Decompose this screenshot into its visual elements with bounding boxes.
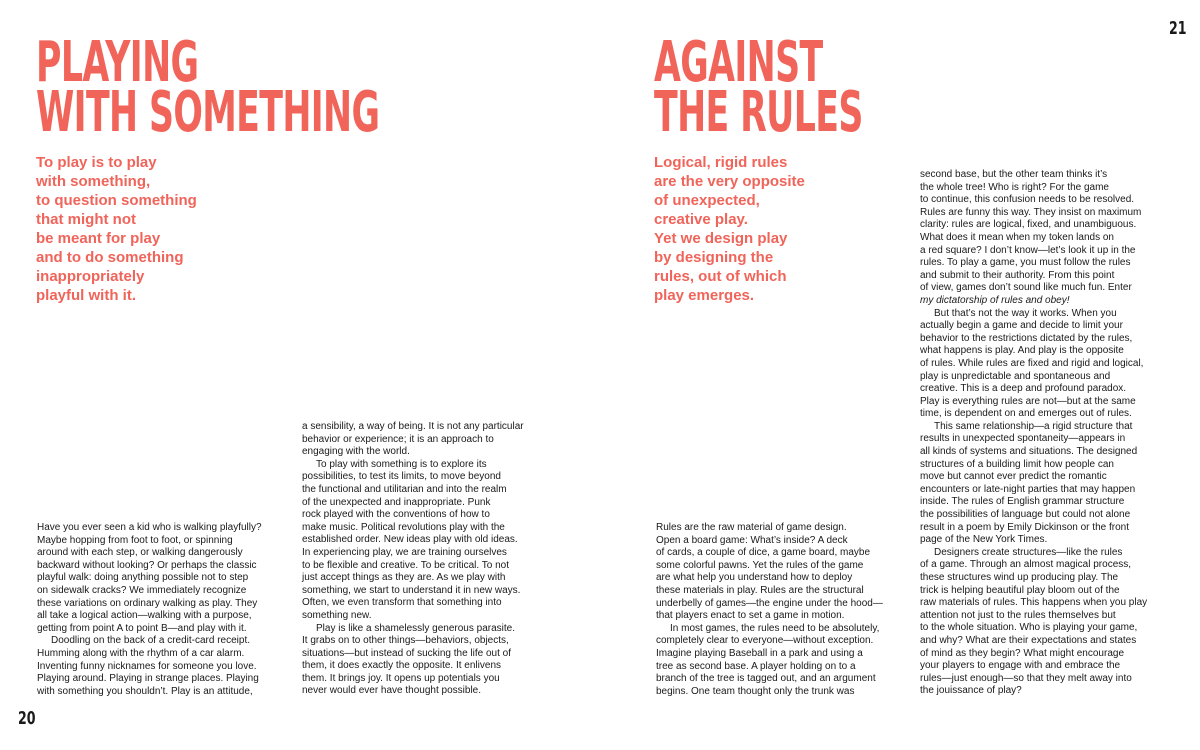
body-line: rules. To play a game, you must follow the rules [920, 257, 1131, 269]
body-line: To play with something is to explore its [316, 458, 487, 470]
body-line: backward without looking? Or perhaps the classic [37, 559, 257, 571]
body-line: to the whole situation. Who is playing your game, [920, 622, 1138, 634]
body-line: all take a logical action—walking with a purpose, [37, 610, 252, 622]
right-title [654, 30, 863, 145]
body-line: them, it does exactly the opposite. It enlivens [302, 660, 501, 672]
body-line: Play is like a shamelessly generous parasite. [316, 622, 515, 634]
body-line: on sidewalk cracks? We immediately recognize [37, 584, 247, 596]
body-line: the functional and utilitarian and into the realm [302, 483, 507, 495]
body-line: make music. Political revolutions play with the [302, 521, 505, 533]
body-line: them. It brings joy. It opens up potentials you [302, 672, 500, 684]
body-line: your players to engage with and embrace the [920, 660, 1121, 672]
body-line: of rules. While rules are fixed and rigid and logical, [920, 357, 1144, 369]
body-line: encounters or late-night parties that may happen [920, 483, 1136, 495]
body-line: actually begin a game and decide to limit your [920, 320, 1123, 332]
deck-line: rules, out of which [654, 268, 787, 285]
deck-line: with something, [36, 173, 151, 190]
body-line: these materials in play. Rules are the structural [656, 584, 864, 596]
body-line: rules—just enough—so that they melt away into [920, 672, 1132, 684]
body-line: a red square? I don’t know—let’s look it up in the [920, 244, 1136, 256]
body-line: with something you shouldn’t. Play is an attitude, [37, 685, 253, 697]
body-line: Have you ever seen a kid who is walking playfully? [37, 522, 262, 533]
body-line: This same relationship—a rigid structure that [934, 420, 1133, 432]
body-line: something, we start to understand it in new ways. [302, 584, 521, 596]
body-line: around with each step, or walking dangerously [37, 547, 243, 559]
body-line: Inventing funny nicknames for someone you love. [37, 660, 257, 672]
body-line: situations—but instead of sucking the life out of [302, 647, 512, 659]
body-line: the jouissance of play? [920, 685, 1022, 697]
body-line: the possibilities of language but could not alone [920, 509, 1131, 521]
title-line: THE RULES [654, 80, 863, 145]
body-line: never would ever have thought possible. [302, 685, 482, 697]
deck-line: and to do something [36, 249, 184, 266]
body-line: something new. [302, 609, 372, 621]
right-column-1 [656, 522, 906, 698]
body-line: trick is helping beautiful play bloom out of the [920, 584, 1120, 596]
deck-line: are the very opposite [654, 173, 805, 190]
body-line: raw materials of rules. This happens when you play [920, 597, 1148, 609]
body-line: clarity: rules are logical, fixed, and unambiguous. [920, 219, 1137, 231]
left-column-2 [302, 421, 552, 698]
body-line: Designers create structures—like the rules [934, 546, 1123, 558]
body-line: second base, but the other team thinks it’s [920, 169, 1108, 180]
body-line: these structures wind up producing play. The [920, 572, 1119, 583]
body-line: engaging with the world. [302, 446, 410, 458]
body-line: completely clear to everyone—without exception. [656, 635, 874, 647]
body-line: page of the New York Times. [920, 534, 1048, 546]
body-line: the whole tree! Who is right? For the game [920, 181, 1109, 193]
page-number: 20 [18, 708, 36, 729]
body-line: possibilities, to test its limits, to move beyond [302, 471, 501, 483]
body-line: attention not just to the rules themselves but [920, 609, 1116, 621]
body-line: In most games, the rules need to be absolutely, [670, 622, 880, 634]
left-title [36, 30, 380, 145]
body-line: creative. This is a deep and profound paradox. [920, 383, 1127, 395]
body-line: rock played with the conventions of how to [302, 509, 490, 521]
right-deck [654, 153, 805, 305]
body-line: that players enact to set a game in motion. [656, 610, 845, 622]
body-line: some colorful pawns. Yet the rules of the game [656, 559, 864, 571]
body-line: underbelly of games—the engine under the hood— [656, 597, 883, 609]
body-line: Play is everything rules are not—but at the same [920, 395, 1136, 407]
body-line: and why? What are their expectations and states [920, 634, 1137, 646]
deck-line: to question something [36, 192, 197, 209]
deck-line: Logical, rigid rules [654, 154, 788, 171]
deck-line: by designing the [654, 249, 774, 266]
body-line: of view, games don’t sound like much fun. Enter [920, 282, 1132, 294]
right-column-2 [920, 169, 1170, 698]
body-line: move but cannot ever predict the romantic [920, 471, 1107, 483]
body-line: behavior to the restrictions dictated by the rules, [920, 332, 1133, 344]
deck-line: be meant for play [36, 230, 161, 247]
deck-line: play emerges. [654, 287, 755, 304]
body-line: time, is dependent on and emerges out of rules. [920, 408, 1132, 420]
body-line: play is unpredictable and spontaneous and [920, 370, 1111, 382]
deck-line: inappropriately [36, 268, 145, 285]
title-line: WITH SOMETHING [36, 80, 380, 145]
body-line: What does it mean when my token lands on [920, 231, 1114, 243]
deck-line: of unexpected, [654, 192, 760, 209]
title-line: PLAYING [36, 30, 199, 95]
body-line: In experiencing play, we are training ourselves [302, 546, 507, 558]
body-line: just accept things as they are. As we play with [302, 572, 506, 584]
body-line: these variations on ordinary walking as play. They [37, 597, 258, 609]
page-number: 21 [1169, 18, 1187, 39]
body-line: Open a board game: What’s inside? A deck [656, 534, 848, 546]
body-line: tree as second base. A player holding on to a [656, 660, 856, 672]
body-line: all kinds of systems and situations. The designed [920, 446, 1138, 458]
body-line: result in a poem by Emily Dickinson or the front [920, 521, 1129, 533]
body-line: Rules are funny this way. They insist on maximum [920, 206, 1142, 218]
body-line: Maybe hopping from foot to foot, or spinning [37, 534, 233, 546]
body-line: Humming along with the rhythm of a car alarm. [37, 647, 245, 659]
left-deck [36, 153, 197, 305]
deck-line: Yet we design play [654, 230, 788, 247]
body-line: Rules are the raw material of game design. [656, 522, 847, 533]
body-line: Often, we even transform that something into [302, 597, 502, 609]
body-line: It grabs on to other things—behaviors, objects, [302, 635, 509, 647]
body-line: results in unexpected spontaneity—appears in [920, 433, 1126, 445]
body-line: begins. One team thought only the trunk was [656, 685, 855, 697]
deck-line: creative play. [654, 211, 748, 228]
body-line: established order. New ideas play with old ideas. [302, 534, 518, 546]
body-line: behavior or experience; it is an approach to [302, 433, 494, 445]
body-line: my dictatorship of rules and obey! [920, 294, 1070, 306]
body-line: inside. The rules of English grammar structure [920, 496, 1125, 508]
body-line: of mind as they begin? What might encourage [920, 647, 1125, 659]
body-line: structures of a building limit how people can [920, 458, 1114, 470]
right-page [600, 0, 1200, 750]
body-line: playful walk: doing anything possible not to step [37, 572, 249, 584]
body-line: Doodling on the back of a credit-card receipt. [51, 635, 250, 647]
body-line: of the unexpected and inappropriate. Punk [302, 496, 491, 508]
body-line: a sensibility, a way of being. It is not any particular [302, 421, 524, 432]
deck-line: To play is to play [36, 154, 157, 171]
body-line: to be flexible and creative. To be critical. To not [302, 559, 509, 571]
body-line: getting from point A to point B—and play with it. [37, 622, 247, 634]
body-line: Imagine playing Baseball in a park and using a [656, 647, 863, 659]
body-line: are what help you understand how to deploy [656, 572, 853, 584]
body-line: to continue, this confusion needs to be resolved. [920, 194, 1135, 206]
body-line: But that’s not the way it works. When you [934, 307, 1117, 319]
body-line: of a game. Through an almost magical process, [920, 559, 1132, 571]
body-line: Playing around. Playing in strange places. Playing [37, 673, 259, 685]
body-line: of cards, a couple of dice, a game board, maybe [656, 547, 871, 559]
left-column-1 [37, 522, 287, 698]
body-line: branch of the tree is tagged out, and an argument [656, 673, 876, 685]
body-line: what happens is play. And play is the opposite [920, 345, 1124, 357]
body-line: and submit to their authority. From this point [920, 269, 1115, 281]
deck-line: that might not [36, 211, 136, 228]
title-line: AGAINST [654, 30, 823, 95]
deck-line: playful with it. [36, 287, 136, 304]
